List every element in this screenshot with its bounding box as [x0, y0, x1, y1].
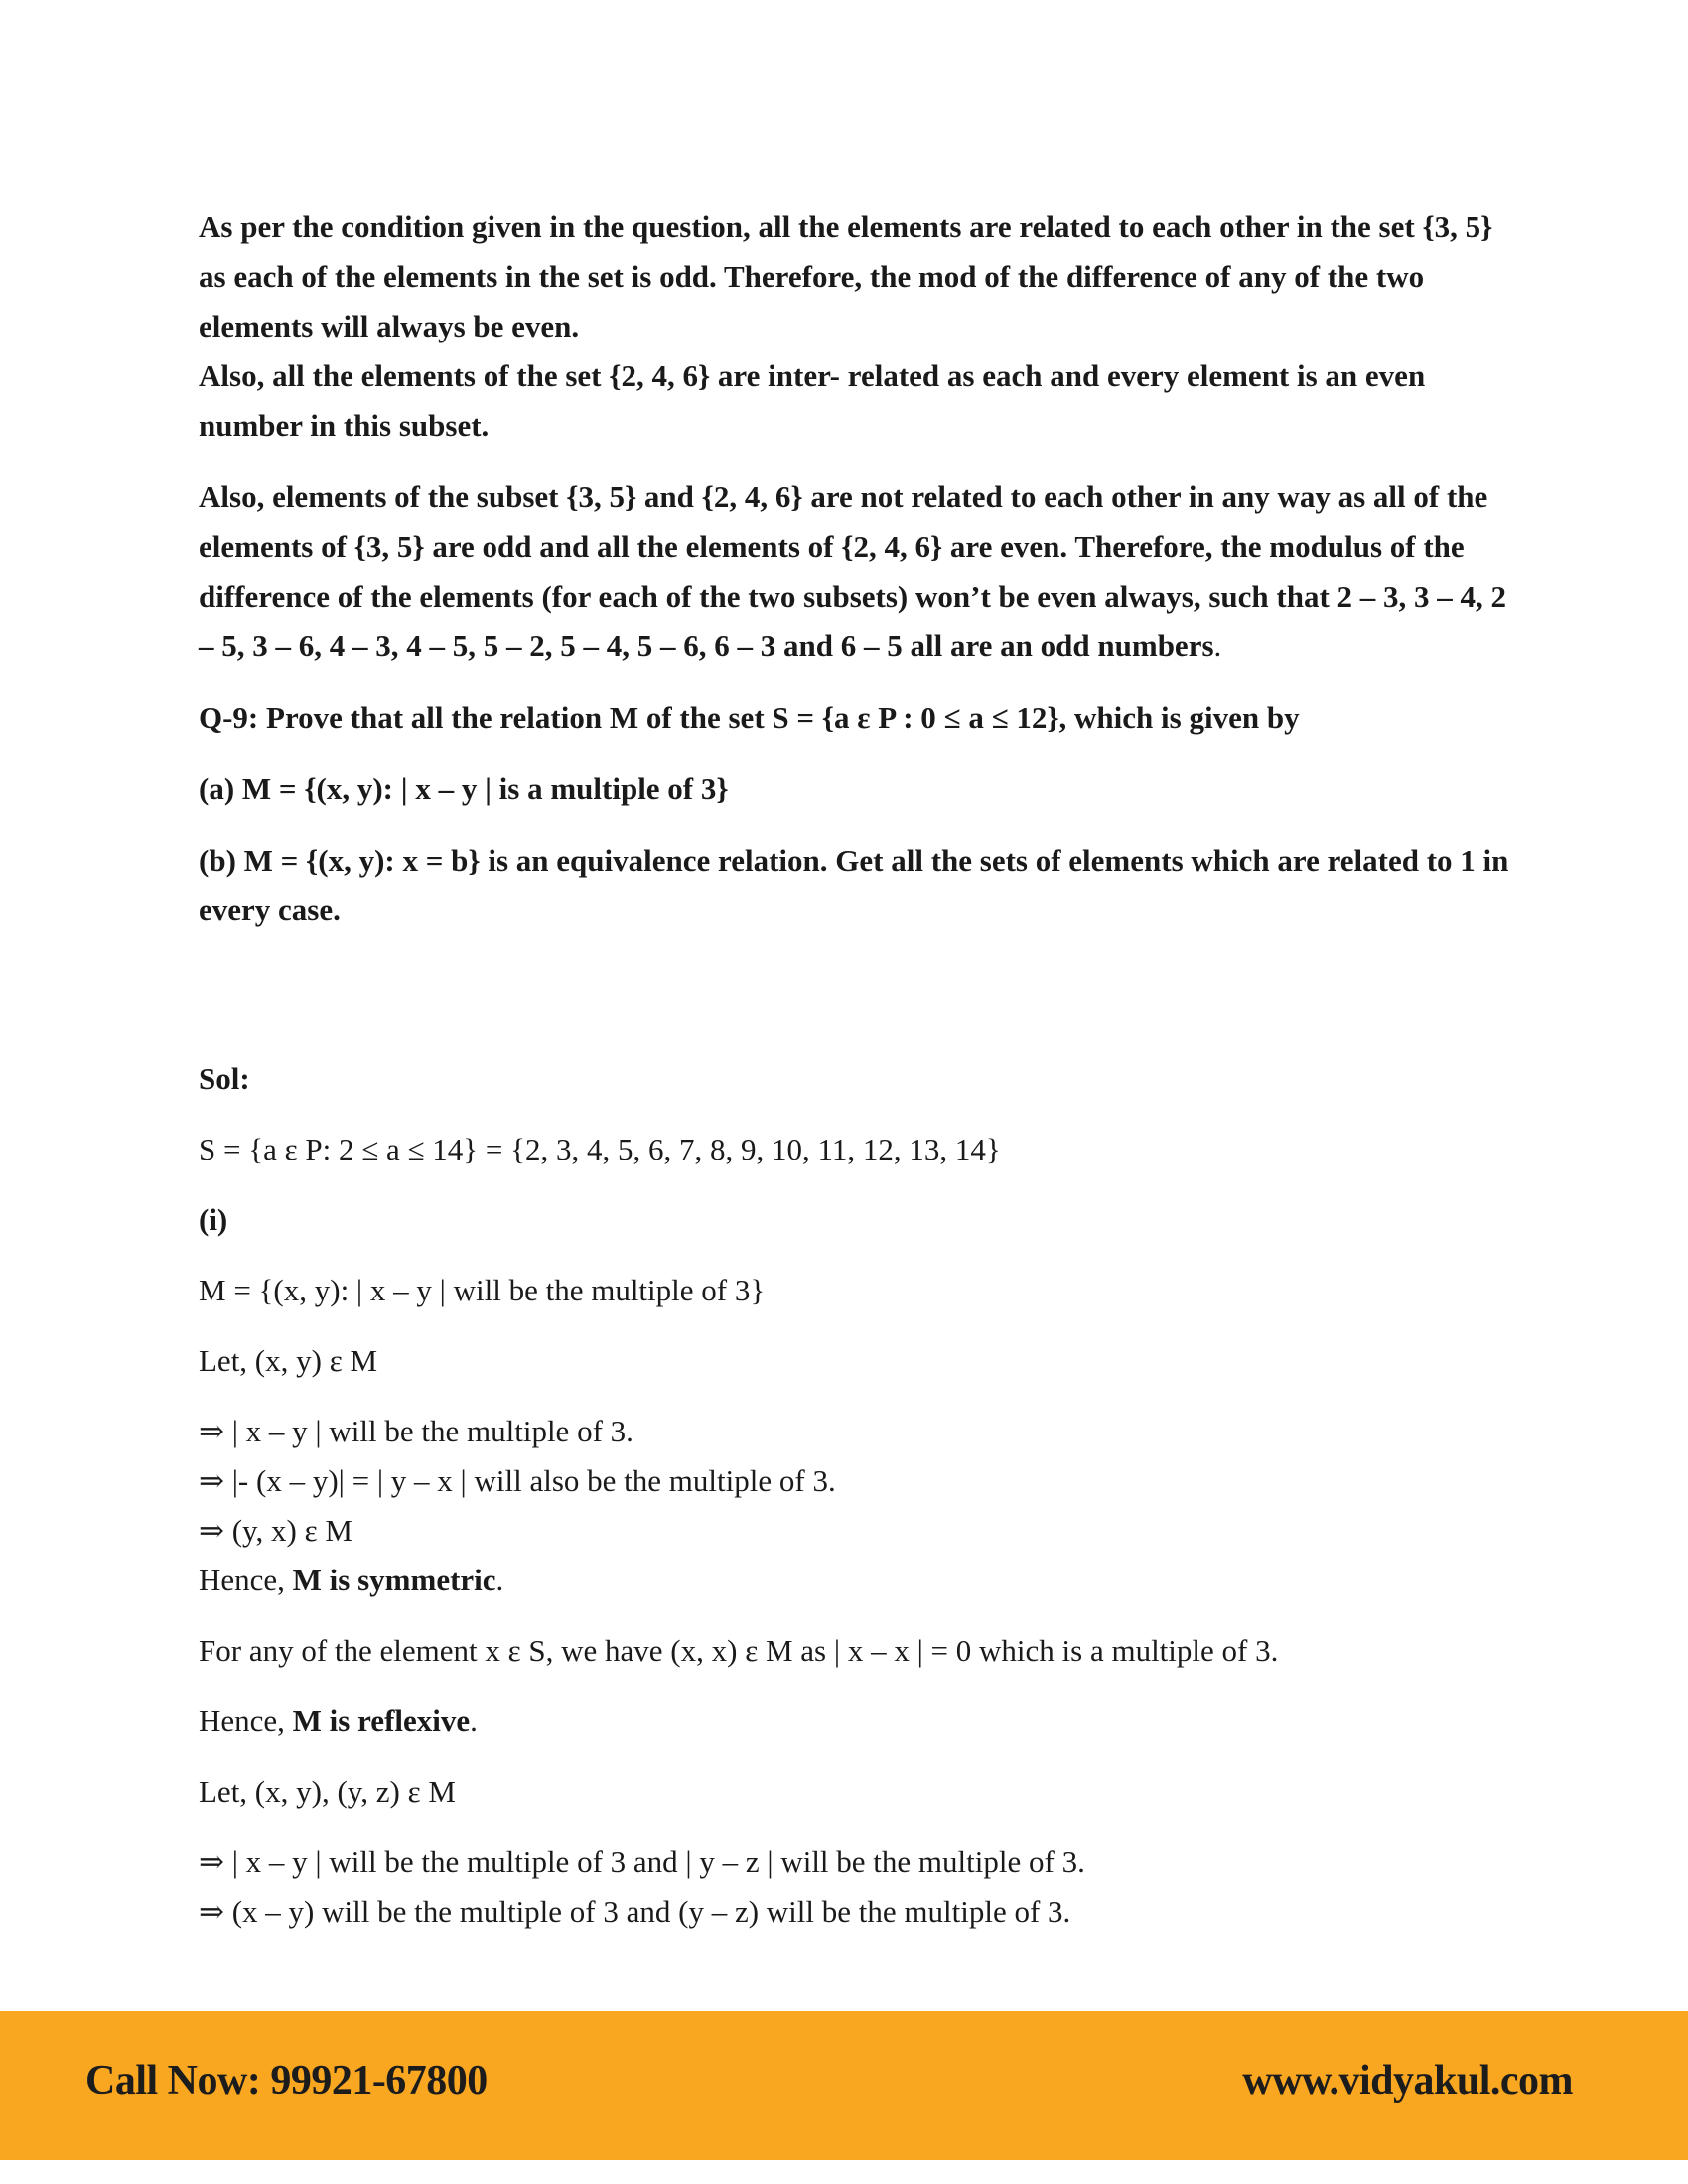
- conclusion-text: .: [495, 1563, 504, 1597]
- paragraph-subsets-unrelated: [199, 473, 1519, 671]
- paragraph-text: .: [1213, 628, 1222, 663]
- question-part-a: (a) M = {(x, y): | x – y | is a multiple of 3}: [199, 771, 729, 806]
- paragraph-text: As per the condition given in the question, all the elements are related to each other in the set {3, 5} as each of the elements in the set is: [199, 209, 1493, 294]
- implication-line: ⇒ | x – y | will be the multiple of 3.: [199, 1414, 633, 1448]
- question-part-b: (b) M = {(x, y): x = b} is an equivalence relation. Get all the sets of elements which are related to 1 in every case.: [199, 843, 1509, 927]
- implication-line: ⇒ (y, x) ε M: [199, 1513, 352, 1548]
- website-link[interactable]: www.vidyakul.com: [1242, 2058, 1573, 2104]
- call-now-text: Call Now: 99921-67800: [85, 2058, 488, 2104]
- implication-block: [199, 1407, 1519, 1605]
- footer-banner: [0, 2011, 1688, 2160]
- conclusion-emphasis: M is symmetric: [292, 1563, 496, 1597]
- paragraph-text: Also, elements of the subset {3, 5} and {2, 4, 6} are not related to each other in any way as all of the elements of {3, 5} are odd and all the elements of {2, 4, 6} are even. Therefore, the modulus of the difference of the elements (for each of the two subsets) won’t be even always, such that 2 – 3, 3 – 4, 2 – 5, 3 – 6, 4 – 3, 4 – 5, 5 – 2, 5 – 4, 5 – 6, 6 – 3 and 6 – 5 all are an odd numbers: [199, 479, 1507, 663]
- question-statement: Q-9: Prove that all the relation M of the set S = {a ε P : 0 ≤ a ≤ 12}, which is given by: [199, 700, 1300, 735]
- paragraph-text: . Therefore, the mod of the difference of any of the two elements will always be even.: [199, 259, 1425, 343]
- let-statement: Let, (x, y) ε M: [199, 1343, 378, 1378]
- solution-heading: Sol:: [199, 1061, 250, 1096]
- implication-block: [199, 1838, 1519, 1937]
- reflexive-argument: For any of the element x ε S, we have (x, x) ε M as | x – x | = 0 which is a multiple of 3.: [199, 1633, 1279, 1668]
- implication-line: ⇒ (x – y) will be the multiple of 3 and (y – z) will be the multiple of 3.: [199, 1894, 1071, 1929]
- conclusion-text: .: [470, 1704, 478, 1738]
- implication-line: ⇒ |- (x – y)| = | y – x | will also be the multiple of 3.: [199, 1463, 836, 1498]
- document-body: [199, 203, 1519, 1937]
- implication-line: ⇒ | x – y | will be the multiple of 3 and | y – z | will be the multiple of 3.: [199, 1844, 1085, 1879]
- conclusion-text: Hence,: [199, 1704, 293, 1738]
- relation-definition: M = {(x, y): | x – y | will be the multiple of 3}: [199, 1273, 766, 1307]
- paragraph-odd-set: [199, 203, 1519, 351]
- part-label: (i): [199, 1202, 228, 1237]
- set-definition: S = {a ε P: 2 ≤ a ≤ 14} = {2, 3, 4, 5, 6, 7, 8, 9, 10, 11, 12, 13, 14}: [199, 1132, 1001, 1166]
- conclusion-reflexive: [199, 1697, 1519, 1746]
- paragraph-even-set: Also, all the elements of the set {2, 4, 6} are inter- related as each and every element is an even number in this subset.: [199, 358, 1426, 443]
- conclusion-symmetric: [199, 1556, 1519, 1605]
- let-statement: Let, (x, y), (y, z) ε M: [199, 1774, 456, 1809]
- emphasis-odd: odd: [659, 259, 710, 294]
- conclusion-emphasis: M is reflexive: [292, 1704, 471, 1738]
- conclusion-text: Hence,: [199, 1563, 293, 1597]
